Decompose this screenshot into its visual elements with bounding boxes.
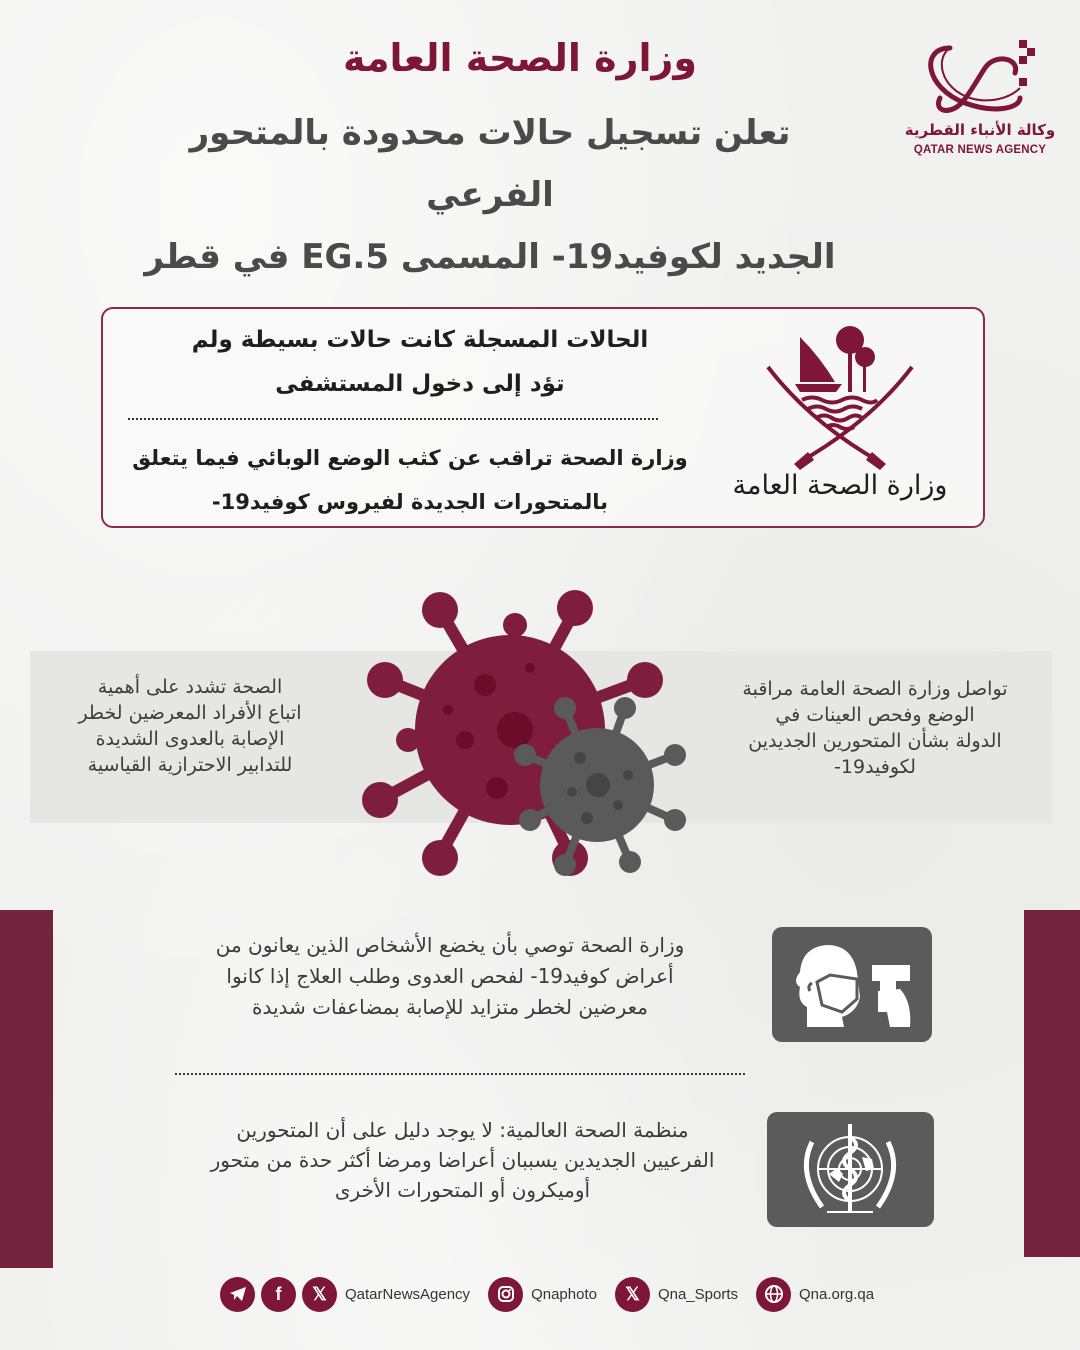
- page-subtitle: [120, 102, 860, 288]
- statement-mild-cases: [160, 318, 680, 406]
- band-line: لكوفيد19-: [834, 756, 916, 778]
- qna-orbit-logo-icon: [895, 28, 1065, 118]
- dotted-divider: [175, 1073, 745, 1075]
- x-twitter-icon[interactable]: 𝕏: [615, 1277, 650, 1312]
- globe-icon[interactable]: [756, 1277, 791, 1312]
- qna-handle-link[interactable]: QatarNewsAgency: [345, 1285, 471, 1303]
- statement-line: وزارة الصحة تراقب عن كثب الوضع الوبائي فيما يتعلق: [132, 446, 688, 470]
- recommendation-text: [175, 930, 725, 1023]
- band-line: اتباع الأفراد المعرضين لخطر: [78, 702, 302, 724]
- band-text-monitoring: [710, 676, 1040, 780]
- band-line: للتدابير الاحترازية القياسية: [87, 754, 293, 776]
- side-bar-right: [1024, 910, 1080, 1257]
- band-line: الدولة بشأن المتحورين الجديدين: [748, 730, 1002, 752]
- statement-line: تؤد إلى دخول المستشفى: [275, 371, 565, 397]
- subtitle-line-1: تعلن تسجيل حالات محدودة بالمتحور الفرعي: [189, 113, 791, 215]
- row-line: معرضين لخطر متزايد للإصابة بمضاعفات شديدة: [251, 995, 648, 1019]
- x-twitter-icon[interactable]: 𝕏: [302, 1277, 337, 1312]
- statement-line: بالمتحورات الجديدة لفيروس كوفيد19-: [211, 490, 609, 514]
- band-line: الوضع وفحص العينات في: [775, 704, 975, 726]
- who-emblem-icon: [767, 1112, 934, 1227]
- band-line: الإصابة بالعدوى الشديدة: [95, 728, 285, 750]
- social-footer: [220, 1276, 886, 1312]
- row-line: أعراض كوفيد19- لفحص العدوى وطلب العلاج إذا كانوا: [226, 964, 674, 988]
- telegram-icon[interactable]: [220, 1277, 255, 1312]
- qatar-emblem-icon: [760, 322, 920, 472]
- side-bar-left: [0, 910, 53, 1268]
- statement-monitoring: [120, 436, 700, 524]
- who-statement-text: [185, 1115, 740, 1205]
- subtitle-line-2: الجديد لكوفيد19- المسمى EG.5 في قطر: [144, 237, 836, 277]
- instagram-icon[interactable]: [488, 1277, 523, 1312]
- virus-icon: [340, 580, 700, 880]
- qna-name-english: QATAR NEWS AGENCY: [913, 144, 1047, 156]
- website-link[interactable]: Qna.org.qa: [799, 1285, 875, 1303]
- qna-name-arabic: وكالة الأنباء القطرية: [904, 121, 1056, 139]
- facebook-icon[interactable]: f: [261, 1277, 296, 1312]
- row-line: منظمة الصحة العالمية: لا يوجد دليل على أن المتحورين: [236, 1118, 689, 1142]
- moph-label: وزارة الصحة العامة: [732, 470, 948, 501]
- qna-sports-handle-link[interactable]: Qna_Sports: [657, 1285, 738, 1303]
- band-line: تواصل وزارة الصحة العامة مراقبة: [742, 678, 1008, 700]
- thermometer-scan-icon: [772, 927, 932, 1042]
- qnaphoto-handle-link[interactable]: Qnaphoto: [531, 1285, 597, 1303]
- row-line: أوميكرون أو المتحورات الأخرى: [334, 1178, 591, 1202]
- band-line: الصحة تشدد على أهمية: [97, 676, 283, 698]
- row-line: الفرعيين الجديدين يسببان أعراضا ومرضا أكثر حدة من متحور: [210, 1148, 715, 1172]
- band-text-precautions: [40, 674, 340, 778]
- qna-logo: [895, 28, 1065, 163]
- statement-line: الحالات المسجلة كانت حالات بسيطة ولم: [191, 327, 649, 353]
- dotted-divider: [128, 418, 658, 420]
- page-title: وزارة الصحة العامة: [342, 36, 698, 80]
- row-line: وزارة الصحة توصي بأن يخضع الأشخاص الذين يعانون من: [215, 933, 685, 957]
